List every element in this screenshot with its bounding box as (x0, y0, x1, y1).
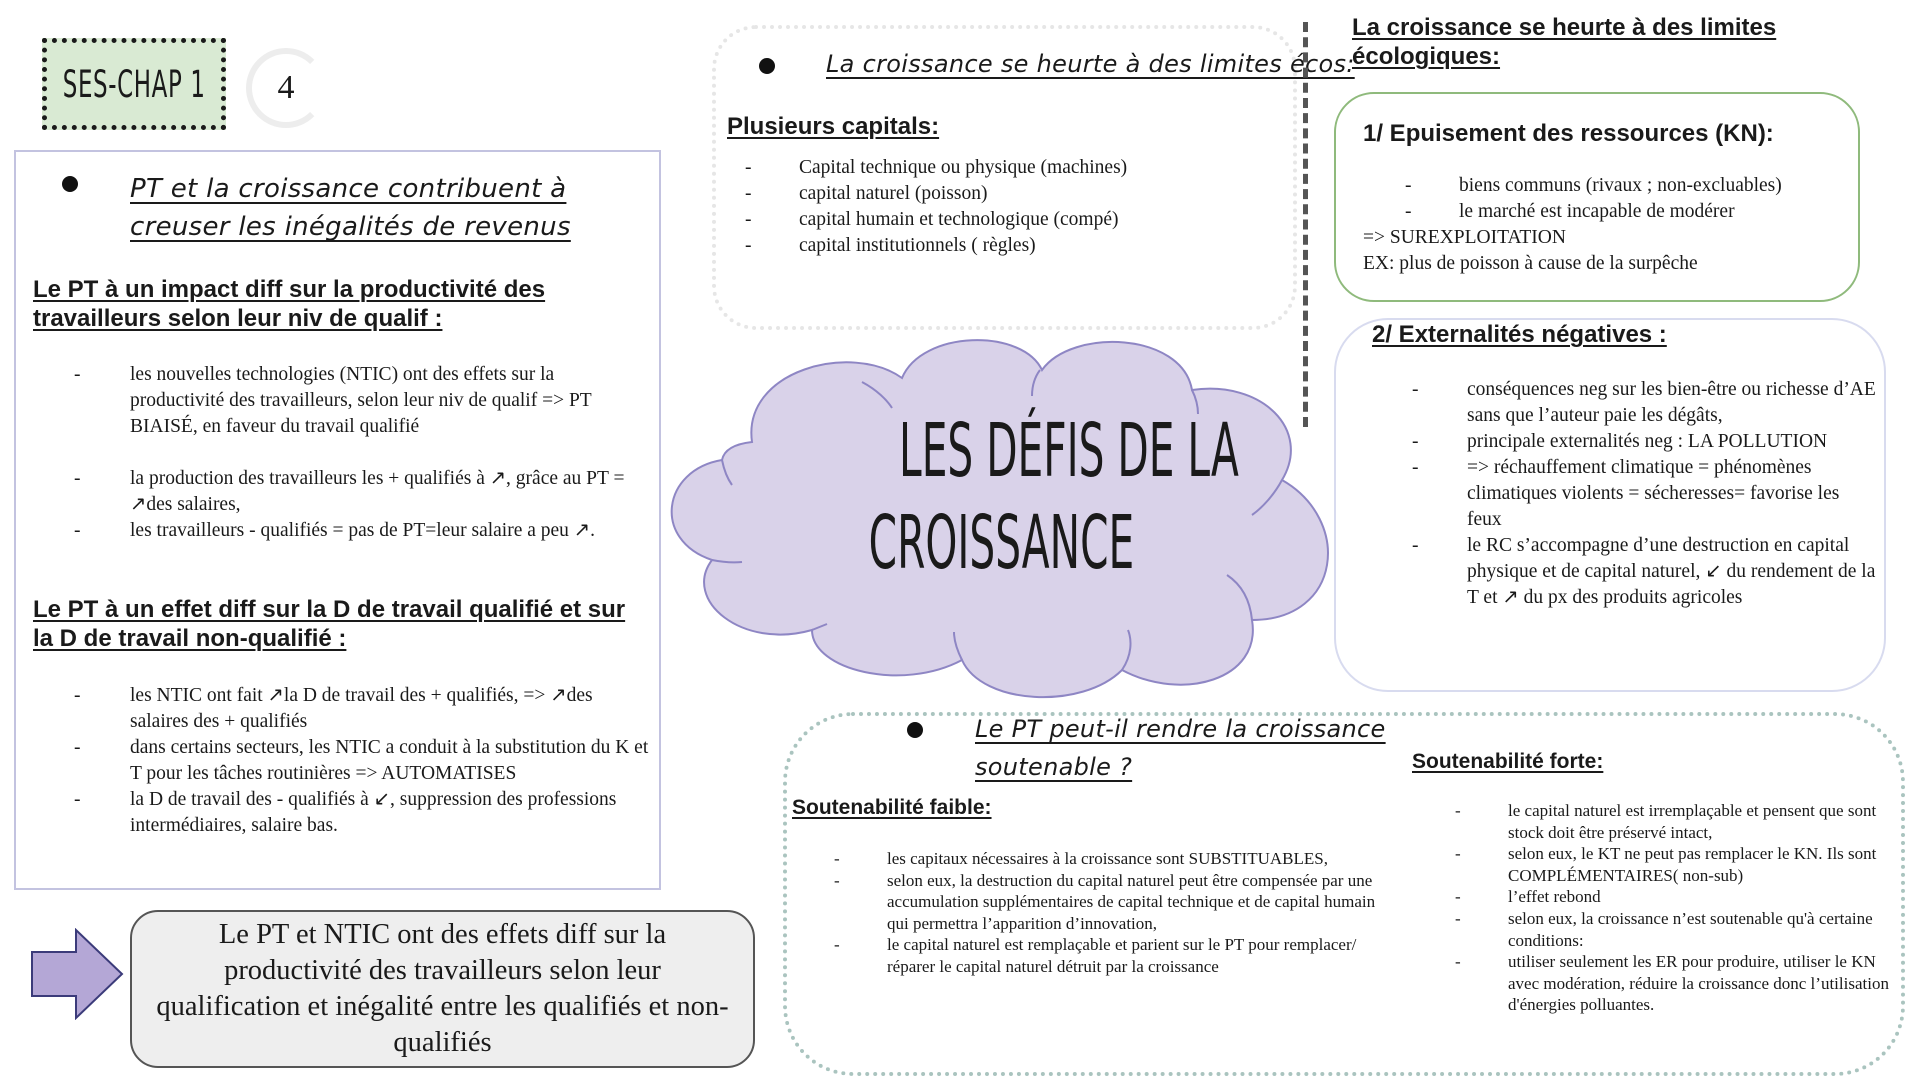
ecological-limits-title: La croissance se heurte à des limites écologiques: (1352, 14, 1777, 70)
list-item: - capital institutionnels ( règles) (745, 235, 1036, 256)
list-item: - principale externalités neg : LA POLLUTION (1412, 431, 1828, 452)
epuisement-result: => SUREXPLOITATION (1363, 227, 1566, 248)
bullet-icon (62, 176, 78, 192)
list-item: - selon eux, le KT ne peut pas remplacer le KN. Ils sont COMPLÉMENTAIRES( non-sub) (1455, 844, 1877, 885)
conclusion-box (130, 910, 755, 1068)
sustainability-title: Le PT peut-il rendre la croissance soutenable ? (975, 715, 1386, 781)
list-item: - conséquences neg sur les bien-être ou richesse d’AE sans que l’auteur paie les dégâts, (1412, 379, 1876, 426)
labor-demand-heading: Le PT à un effet diff sur la D de travail qualifié et sur la D de travail non-qualifié : (33, 596, 626, 652)
arrow-right-icon (30, 928, 124, 1020)
weak-sustainability-list (834, 848, 1377, 978)
list-item: - utiliser seulement les ER pour produire, utiliser le KN avec modération, réduire la croissance donc l’utilisation d'énergies polluantes. (1455, 952, 1889, 1015)
list-item: - => réchauffement climatique = phénomènes climatiques violents = sécheresses= favorise les feux (1412, 457, 1840, 530)
list-item: - les travailleurs - qualifiés = pas de PT=leur salaire a peu ↗. (74, 520, 596, 541)
inequality-title: PT et la croissance contribuent à creuser les inégalités de revenus (130, 174, 571, 242)
externalites-list (1412, 377, 1877, 611)
page-number: 4 (277, 69, 295, 106)
strong-sustainability-list (1455, 800, 1898, 1016)
bullet-icon (759, 58, 775, 74)
capitals-list (745, 155, 1279, 259)
capitals-heading: Plusieurs capitals: (727, 113, 940, 140)
conclusion-text: Le PT et NTIC ont des effets diff sur la productivité des travailleurs selon leur qualification et inégalité entre les qualifiés et non-qualifiés (156, 919, 729, 1058)
list-item: - l’effet rebond (1455, 887, 1601, 907)
list-item: - biens communs (rivaux ; non-excluables) (1405, 175, 1782, 196)
labor-demand-list (74, 683, 650, 839)
externalites-heading: 2/ Externalités négatives : (1372, 321, 1667, 348)
weak-sustainability-heading: Soutenabilité faible: (792, 796, 992, 819)
list-item: - selon eux, la croissance n’est soutenable qu'à certaine conditions: (1455, 908, 1873, 950)
list-item: - la D de travail des - qualifiés à ↙, suppression des professions intermédiaires, salaire bas. (74, 789, 617, 836)
list-item: - capital humain et technologique (compé) (745, 209, 1119, 230)
list-item: - Capital technique ou physique (machines) (745, 157, 1128, 178)
epuisement-conclusion (1363, 225, 1698, 277)
list-item: - selon eux, la destruction du capital naturel peut être compensée par une accumulation supplémentaires de capital technique et de capital humain qui permettra l’apparition d’innovation, (834, 870, 1376, 933)
list-item: - les nouvelles technologies (NTIC) ont des effets sur la productivité des travailleurs, selon leur niv de qualif => PT BIAISÉ, en faveur du travail qualifié (74, 364, 592, 437)
bullet-icon (907, 722, 923, 738)
epuisement-example: EX: plus de poisson à cause de la surpêche (1363, 253, 1698, 274)
strong-sustainability-heading: Soutenabilité forte: (1412, 750, 1604, 773)
productivity-list (74, 362, 650, 544)
list-item: - le capital naturel est remplaçable et parient sur le PT pour remplacer/ réparer le capital naturel détruit par la croissance (834, 935, 1357, 976)
list-item: - la production des travailleurs les + qualifiés à ↗, grâce au PT = ↗des salaires, (74, 468, 625, 515)
chapter-tag (42, 38, 226, 130)
epuisement-list (1405, 173, 1879, 225)
list-item: - les NTIC ont fait ↗la D de travail des + qualifiés, => ↗des salaires des + qualifiés (74, 685, 593, 732)
list-item: - le RC s’accompagne d’une destruction en capital physique et de capital naturel, ↙ du rendement de la T et ↗ du px des produits agricoles (1412, 535, 1876, 608)
main-title-line1: LES DÉFIS DE LA (899, 408, 1239, 494)
main-title (760, 405, 1239, 589)
list-item: - les capitaux nécessaires à la croissance sont SUBSTITUABLES, (834, 849, 1328, 868)
list-item: - dans certains secteurs, les NTIC a conduit à la substitution du K et T pour les tâches routinières => AUTOMATISES (74, 737, 649, 784)
list-item: - le capital naturel est irremplaçable et pensent que sont stock doit être préservé intact, (1455, 801, 1877, 842)
main-title-line2: CROISSANCE (868, 500, 1135, 586)
list-item: - capital naturel (poisson) (745, 183, 988, 204)
chapter-tag-label: SES-CHAP 1 (62, 62, 206, 106)
epuisement-heading: 1/ Epuisement des ressources (KN): (1363, 120, 1774, 147)
list-item: - le marché est incapable de modérer (1405, 201, 1735, 222)
capitals-title: La croissance se heurte à des limites écos: (826, 50, 1355, 78)
productivity-heading: Le PT à un impact diff sur la productivité des travailleurs selon leur niv de qualif : (33, 276, 546, 332)
